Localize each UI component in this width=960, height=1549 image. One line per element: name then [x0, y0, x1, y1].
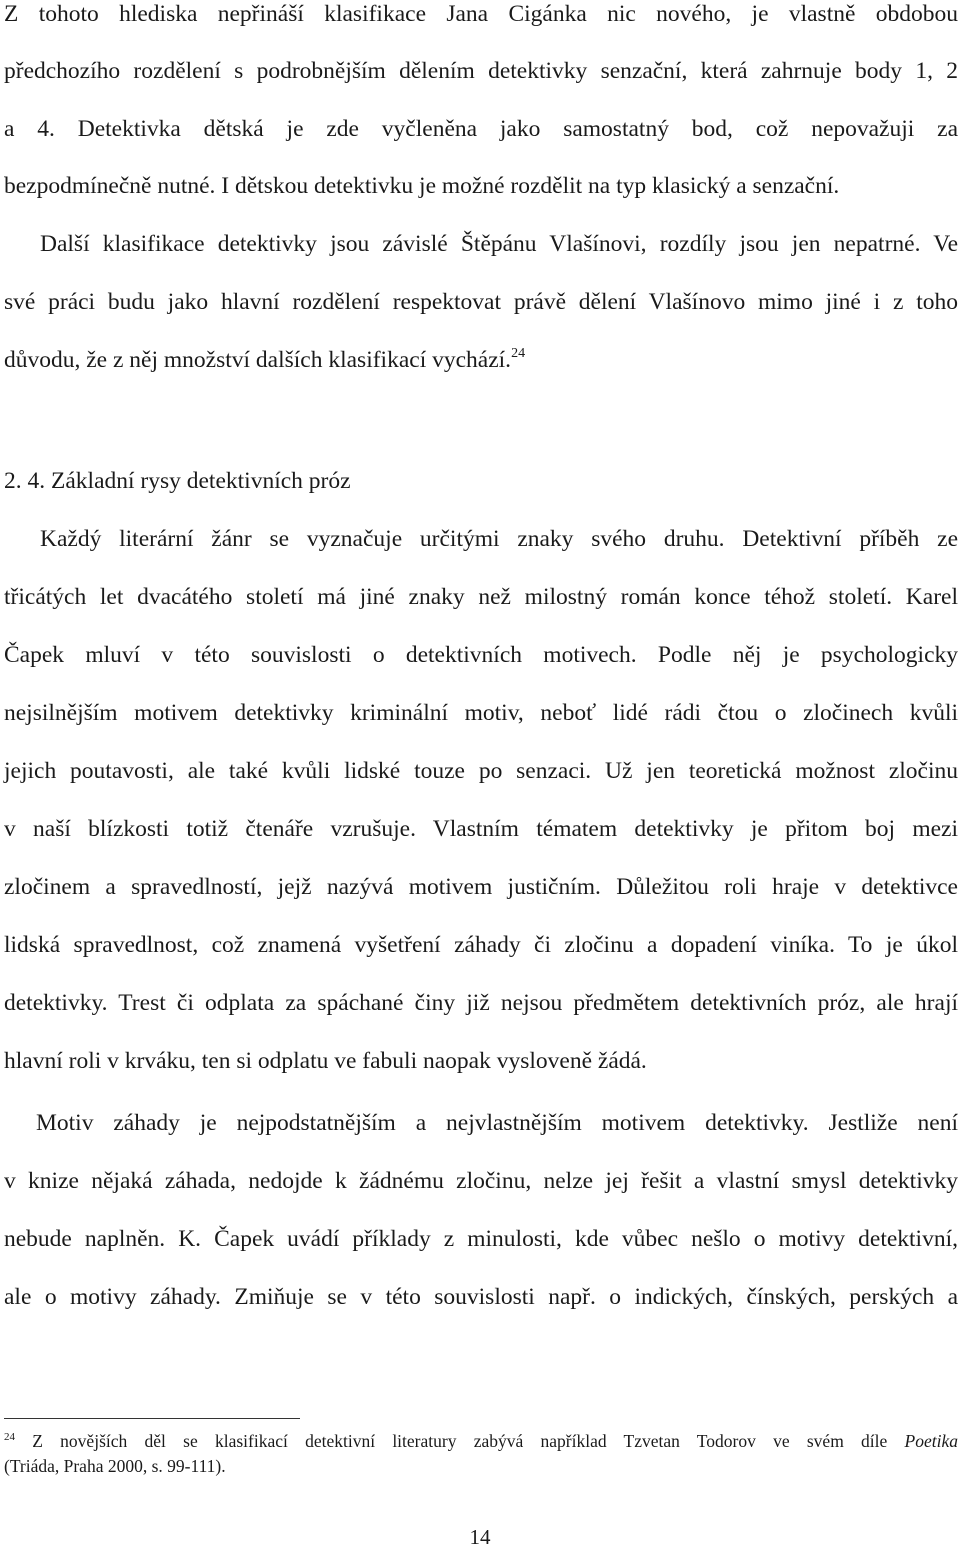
- paragraph-line: nejsilnějším motivem detektivky kriminální motiv, neboť lidé rádi čtou o zločinech kvůli: [4, 700, 958, 726]
- footnote-divider: [4, 1418, 300, 1419]
- paragraph-line-text: důvodu, že z něj množství dalších klasifikací vychází.: [4, 347, 512, 373]
- footnote-number: 24: [4, 1431, 15, 1443]
- section-heading: 2. 4. Základní rysy detektivních próz: [4, 468, 351, 494]
- page-number: 14: [469, 1525, 491, 1549]
- paragraph-line: lidská spravedlnost, což znamená vyšetření záhady či zločinu a dopadení viníka. To je úkol: [4, 932, 958, 958]
- footnote-title: Poetika: [904, 1431, 958, 1451]
- paragraph-line: jejich poutavosti, ale také kvůli lidské touze po senzaci. Už jen teoretická možnost zločinu: [4, 758, 958, 784]
- paragraph-line: a 4. Detektivka dětská je zde vyčleněna jako samostatný bod, což nepovažuji za: [4, 116, 958, 142]
- paragraph-line: Čapek mluví v této souvislosti o detektivních motivech. Podle něj je psychologicky: [4, 642, 958, 668]
- paragraph-line: ale o motivy záhady. Zmiňuje se v této souvislosti např. o indických, čínských, perských a: [4, 1284, 958, 1310]
- paragraph-line: nebude naplněn. K. Čapek uvádí příklady z minulosti, kde vůbec nešlo o motivy detektivní,: [4, 1226, 958, 1252]
- paragraph-line: hlavní roli v krváku, ten si odplatu ve fabuli naopak vysloveně žádá.: [4, 1048, 647, 1074]
- paragraph-line: v knize nějaká záhada, nedojde k žádnému zločinu, nelze jej řešit a vlastní smysl detektivky: [4, 1168, 958, 1194]
- paragraph-line: předchozího rozdělení s podrobnějším dělením detektivky senzační, která zahrnuje body 1, 2: [4, 58, 958, 84]
- footnote-line: (Triáda, Praha 2000, s. 99-111).: [4, 1456, 226, 1476]
- paragraph-line: třicátých let dvacátého století má jiné znaky než milostný román konce téhož století. Karel: [4, 584, 958, 610]
- paragraph-line: Motiv záhady je nejpodstatnějším a nejvlastnějším motivem detektivky. Jestliže není: [36, 1110, 958, 1136]
- paragraph-line: zločinem a spravedlností, jejž nazývá motivem justičním. Důležitou roli hraje v detektivce: [4, 874, 958, 900]
- paragraph-line: Každý literární žánr se vyznačuje určitými znaky svého druhu. Detektivní příběh ze: [40, 526, 958, 552]
- paragraph-line: Další klasifikace detektivky jsou závislé Štěpánu Vlašínovi, rozdíly jsou jen nepatrné. Ve: [40, 231, 958, 257]
- paragraph-line: své práci budu jako hlavní rozdělení respektovat právě dělení Vlašínovo mimo jiné i z toho: [4, 289, 958, 315]
- paragraph-line: Z tohoto hlediska nepřináší klasifikace Jana Cigánka nic nového, je vlastně obdobou: [4, 1, 958, 27]
- footnote-text: Z novějších děl se klasifikací detektivní literatury zabývá například Tzvetan Todorov ve svém díle: [32, 1431, 888, 1451]
- paragraph-line-with-note: [4, 345, 958, 375]
- footnote-reference: 24: [511, 346, 526, 361]
- paragraph-line: bezpodmínečně nutné. I dětskou detektivku je možné rozdělit na typ klasický a senzační.: [4, 173, 840, 199]
- paragraph-line: v naší blízkosti totiž čtenáře vzrušuje. Vlastním tématem detektivky je přitom boj mezi: [4, 816, 958, 842]
- footnote-line: [4, 1430, 958, 1452]
- paragraph-line: detektivky. Trest či odplata za spáchané činy již nejsou předmětem detektivních próz, ale hrají: [4, 990, 958, 1016]
